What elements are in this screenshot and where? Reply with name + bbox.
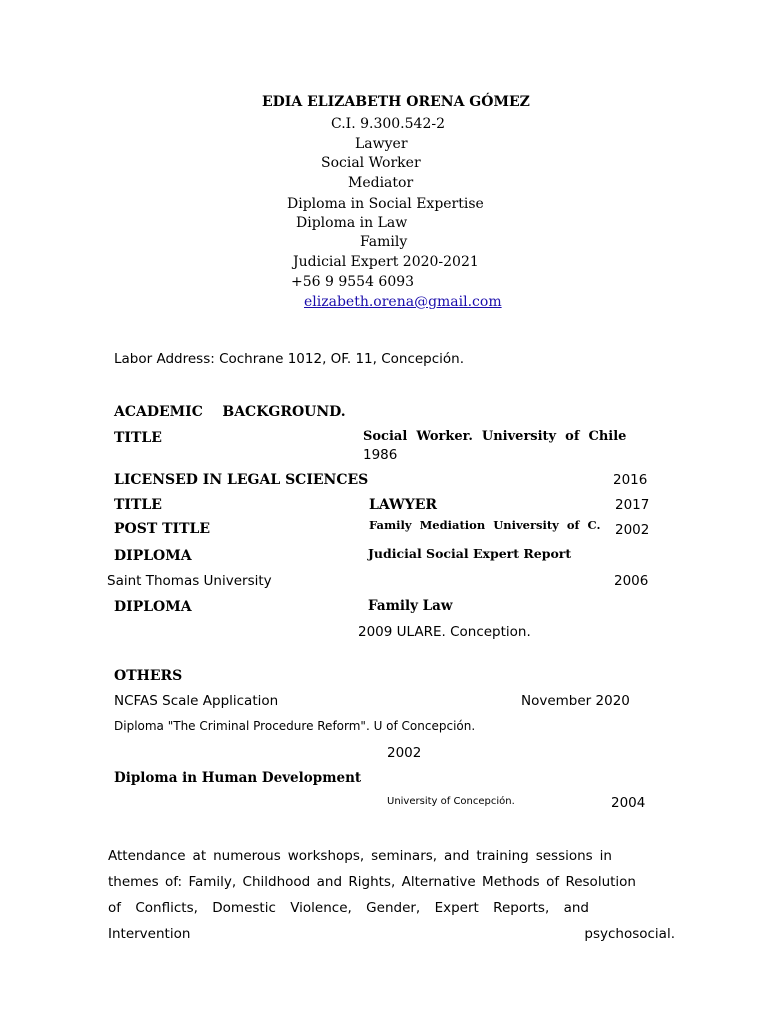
academic-row-label: LICENSED IN LEGAL SCIENCES <box>114 472 369 488</box>
role-social-worker: Social Worker <box>321 155 421 171</box>
phone-number: +56 9 9554 6093 <box>291 274 415 290</box>
academic-row-value: Family Law <box>368 598 453 614</box>
role-lawyer: Lawyer <box>355 136 408 152</box>
role-diploma-law: Diploma in Law <box>296 215 408 231</box>
academic-heading: ACADEMIC BACKGROUND. <box>114 404 346 420</box>
academic-row-label: POST TITLE <box>114 521 211 537</box>
attendance-paragraph <box>108 843 675 947</box>
human-development-university: University of Concepción. <box>387 796 515 807</box>
criminal-procedure-year: 2002 <box>387 745 422 761</box>
academic-row-year: 2016 <box>613 472 648 488</box>
role-family: Family <box>360 234 408 250</box>
attendance-line: themes of: Family, Childhood and Rights, Alternative Methods of Resolution <box>108 874 636 890</box>
academic-row-value: Social Worker. University of Chile <box>363 429 627 444</box>
others-heading: OTHERS <box>114 668 183 684</box>
academic-row-value: LAWYER <box>369 497 438 513</box>
academic-row-year: 2002 <box>615 522 650 538</box>
person-name: EDIA ELIZABETH ORENA GÓMEZ <box>262 94 530 110</box>
role-judicial-expert: Judicial Expert 2020-2021 <box>293 254 479 270</box>
academic-row-label: TITLE <box>114 430 162 446</box>
attendance-line: Intervention psychosocial. <box>108 926 675 942</box>
academic-row-label: DIPLOMA <box>114 599 192 615</box>
academic-row-value: Family Mediation University of C. <box>369 518 601 532</box>
role-mediator: Mediator <box>348 175 414 191</box>
human-development-year: 2004 <box>611 795 646 811</box>
academic-row-value: Judicial Social Expert Report <box>368 546 572 561</box>
id-number: C.I. 9.300.542-2 <box>331 116 445 132</box>
academic-row-label: TITLE <box>114 497 162 513</box>
academic-row-label: DIPLOMA <box>114 548 192 564</box>
ncfas-date: November 2020 <box>521 693 630 709</box>
human-development-diploma: Diploma in Human Development <box>114 770 362 786</box>
ncfas-item: NCFAS Scale Application <box>114 693 279 709</box>
academic-row-year: 2006 <box>614 573 649 589</box>
attendance-line: of Conflicts, Domestic Violence, Gender, Expert Reports, and <box>108 900 589 916</box>
academic-row-label: Saint Thomas University <box>107 573 272 589</box>
role-diploma-social-expertise: Diploma in Social Expertise <box>287 196 484 212</box>
academic-row-value-year: 1986 <box>363 447 398 463</box>
academic-row-year: 2017 <box>615 497 650 513</box>
criminal-procedure-diploma: Diploma "The Criminal Procedure Reform". U of Concepción. <box>114 719 476 733</box>
email-link[interactable]: elizabeth.orena@gmail.com <box>304 294 502 310</box>
attendance-line: Attendance at numerous workshops, seminars, and training sessions in <box>108 848 612 864</box>
labor-address: Labor Address: Cochrane 1012, OF. 11, Concepción. <box>114 351 465 367</box>
academic-row-value: 2009 ULARE. Conception. <box>358 624 531 640</box>
